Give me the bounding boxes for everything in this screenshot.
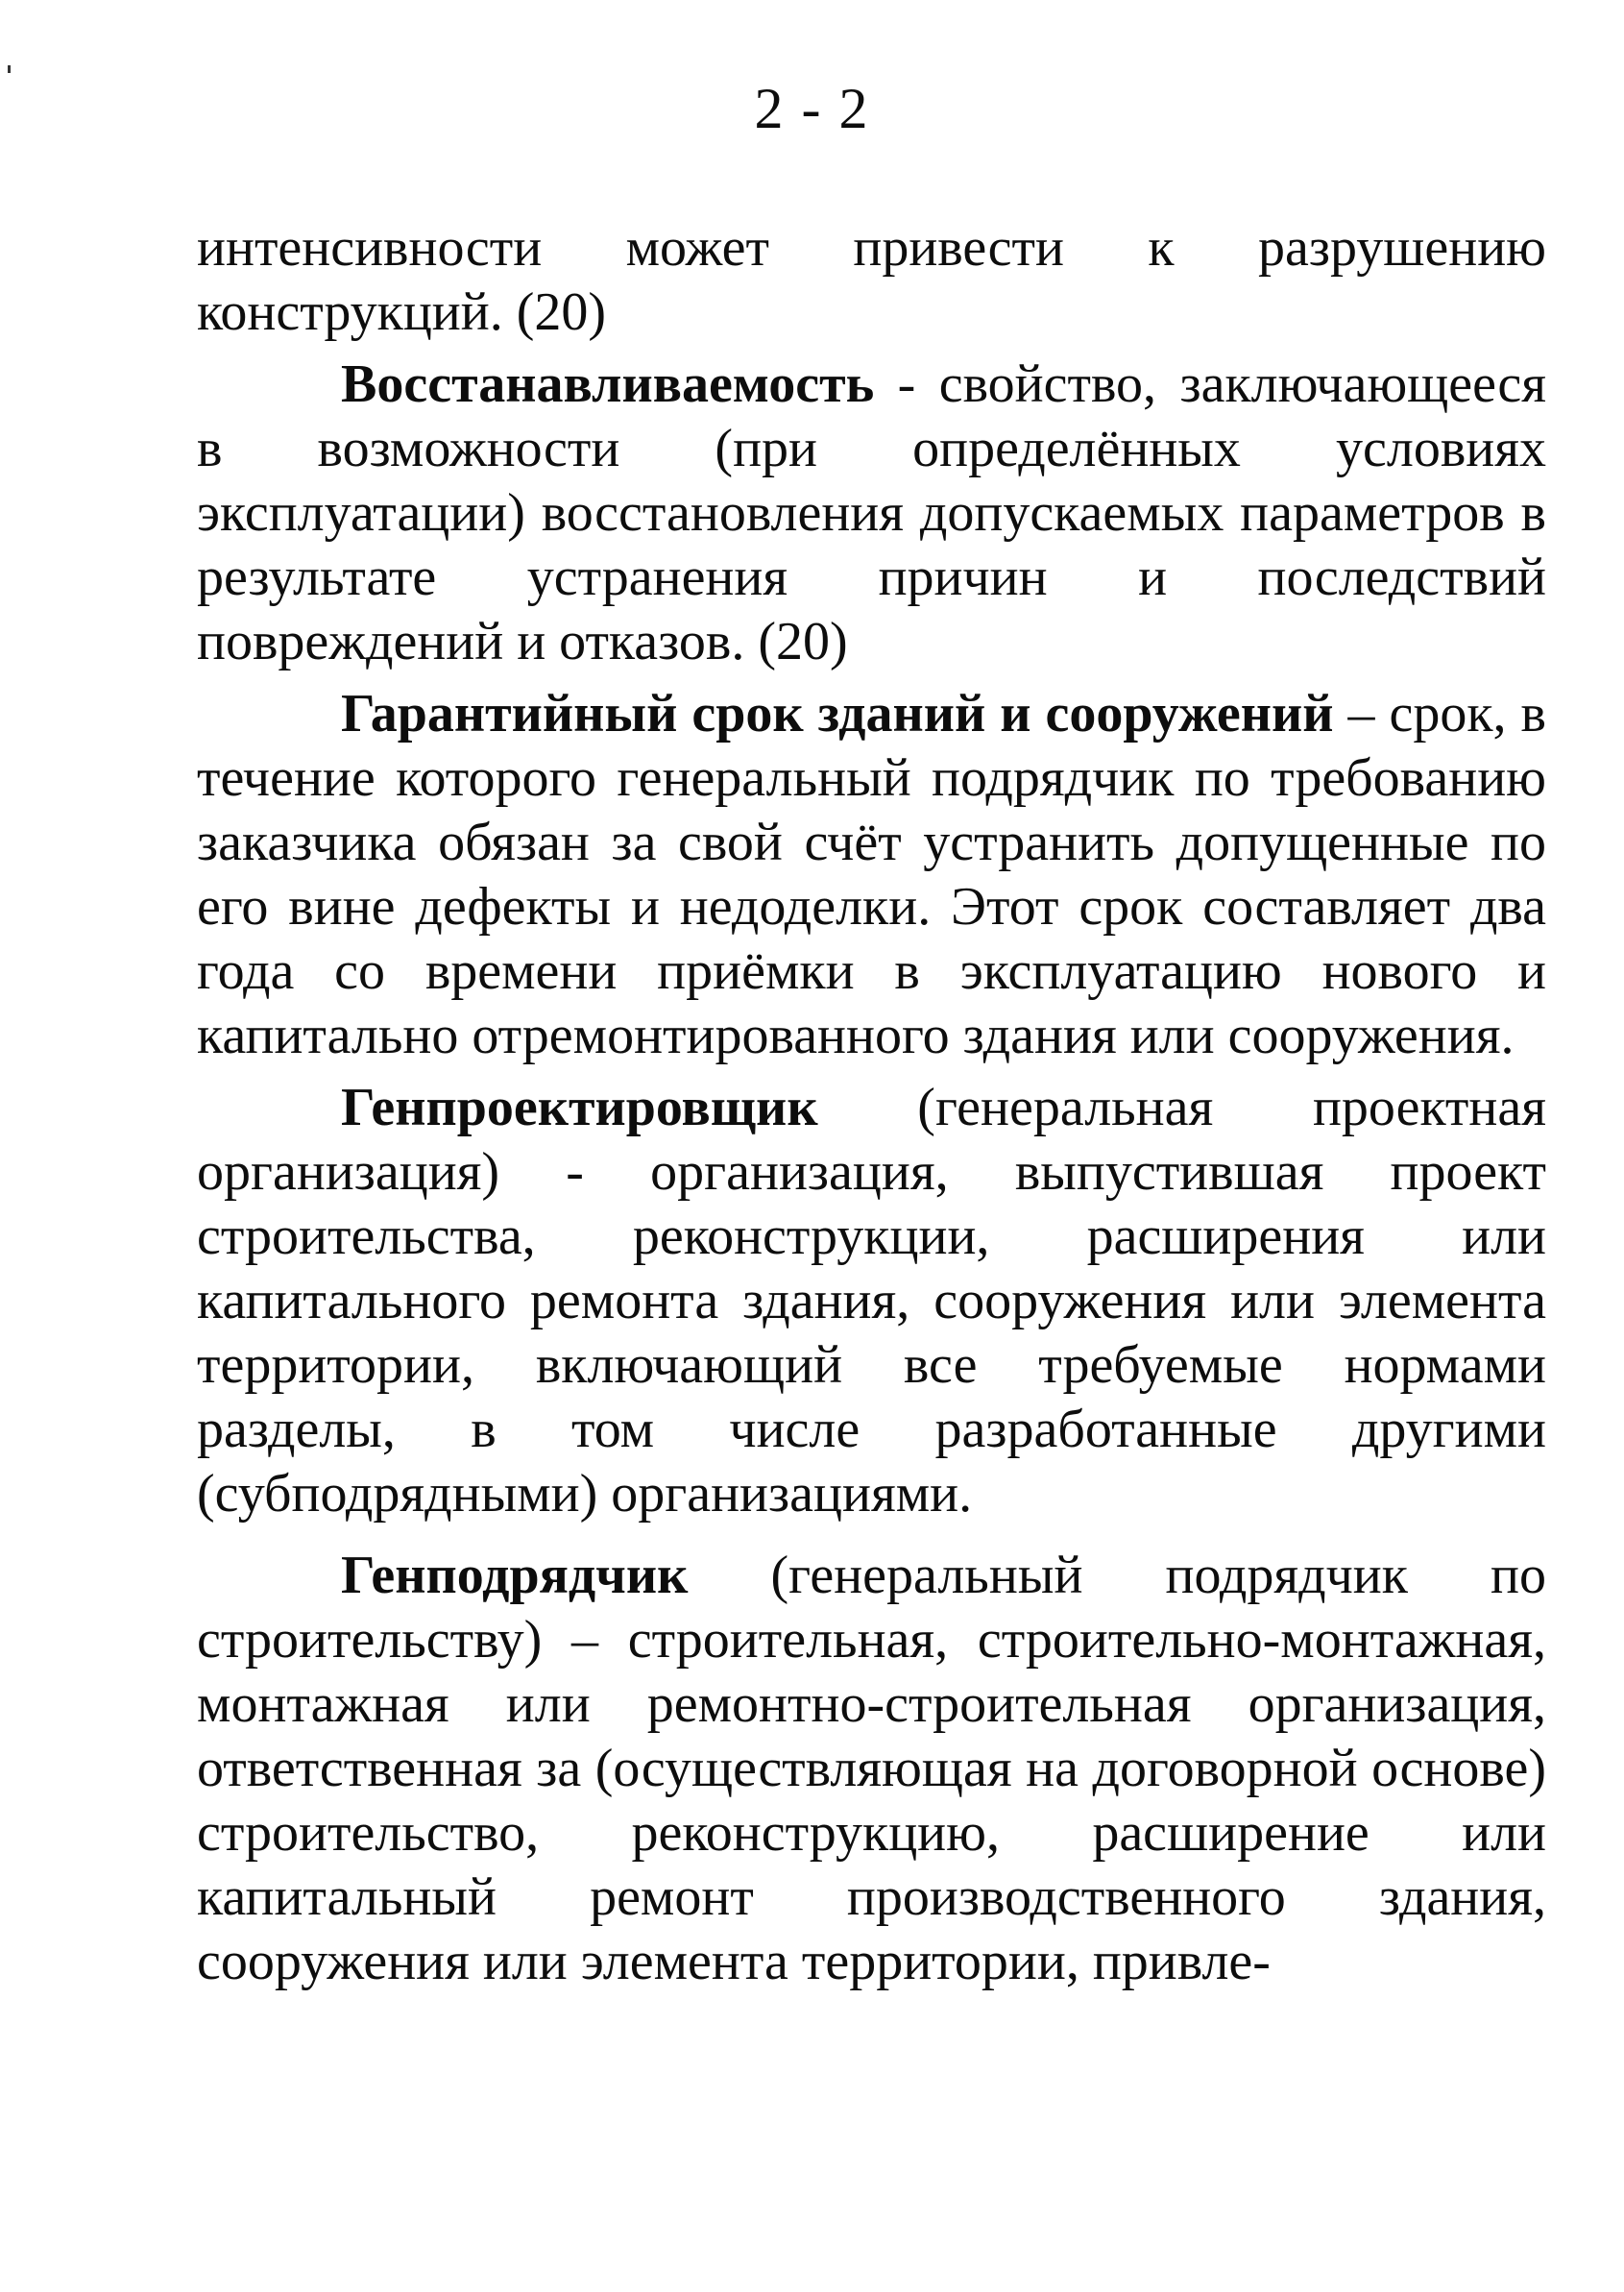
paragraph-continuation xyxy=(197,216,1546,345)
definition-term: Гарантийный срок зданий и сооружений xyxy=(341,684,1334,744)
page-number: 2 - 2 xyxy=(754,77,870,140)
definition-term: Восстанавливаемость xyxy=(341,354,875,414)
paragraph-gap xyxy=(197,345,1546,353)
definition-term: Генподрядчик xyxy=(341,1546,689,1605)
paragraph-gap xyxy=(197,674,1546,682)
paragraph-text: интенсивности может привести к разрушению конструкций. (20) xyxy=(197,218,1546,342)
definition-paragraph xyxy=(197,1544,1546,1994)
paragraph-gap xyxy=(197,1526,1546,1544)
definition-paragraph xyxy=(197,353,1546,674)
definition-text: - свойство, заключающееся в возможности (при определённых условиях эксплуатации) восстановления допускаемых параметров в результате устранения причин и последствий повреждений и отказов. (20) xyxy=(197,354,1546,671)
definition-text: (генеральный подрядчик по строительству) – строительная, строительно-монтажная, монтажная или ремонтно-строительная организация, ответственная за (осуществляющая на договорной основе) строительство, реконструкцию, расширение или капитальный ремонт производственного здания, сооружения или элемента территории, привле- xyxy=(197,1546,1546,1991)
scan-artifact xyxy=(8,65,11,73)
paragraph-gap xyxy=(197,1068,1546,1076)
body-text xyxy=(197,216,1546,1994)
definition-text: (генеральная проектная организация) - организация, выпустившая проект строительства, реконструкции, расширения или капитального ремонта здания, сооружения или элемента территории, включающий все требуемые нормами разделы, в том числе разработанные другими (субподрядными) организациями. xyxy=(197,1078,1546,1524)
definition-paragraph xyxy=(197,1076,1546,1526)
definition-term: Генпроектировщик xyxy=(341,1078,818,1137)
definition-paragraph xyxy=(197,682,1546,1068)
definition-text: – срок, в течение которого генеральный подрядчик по требованию заказчика обязан за свой счёт устранить допущенные по его вине дефекты и недоделки. Этот срок составляет два года со времени приёмки в эксплуатацию нового и капитально отремонтированного здания или сооружения. xyxy=(197,684,1546,1065)
